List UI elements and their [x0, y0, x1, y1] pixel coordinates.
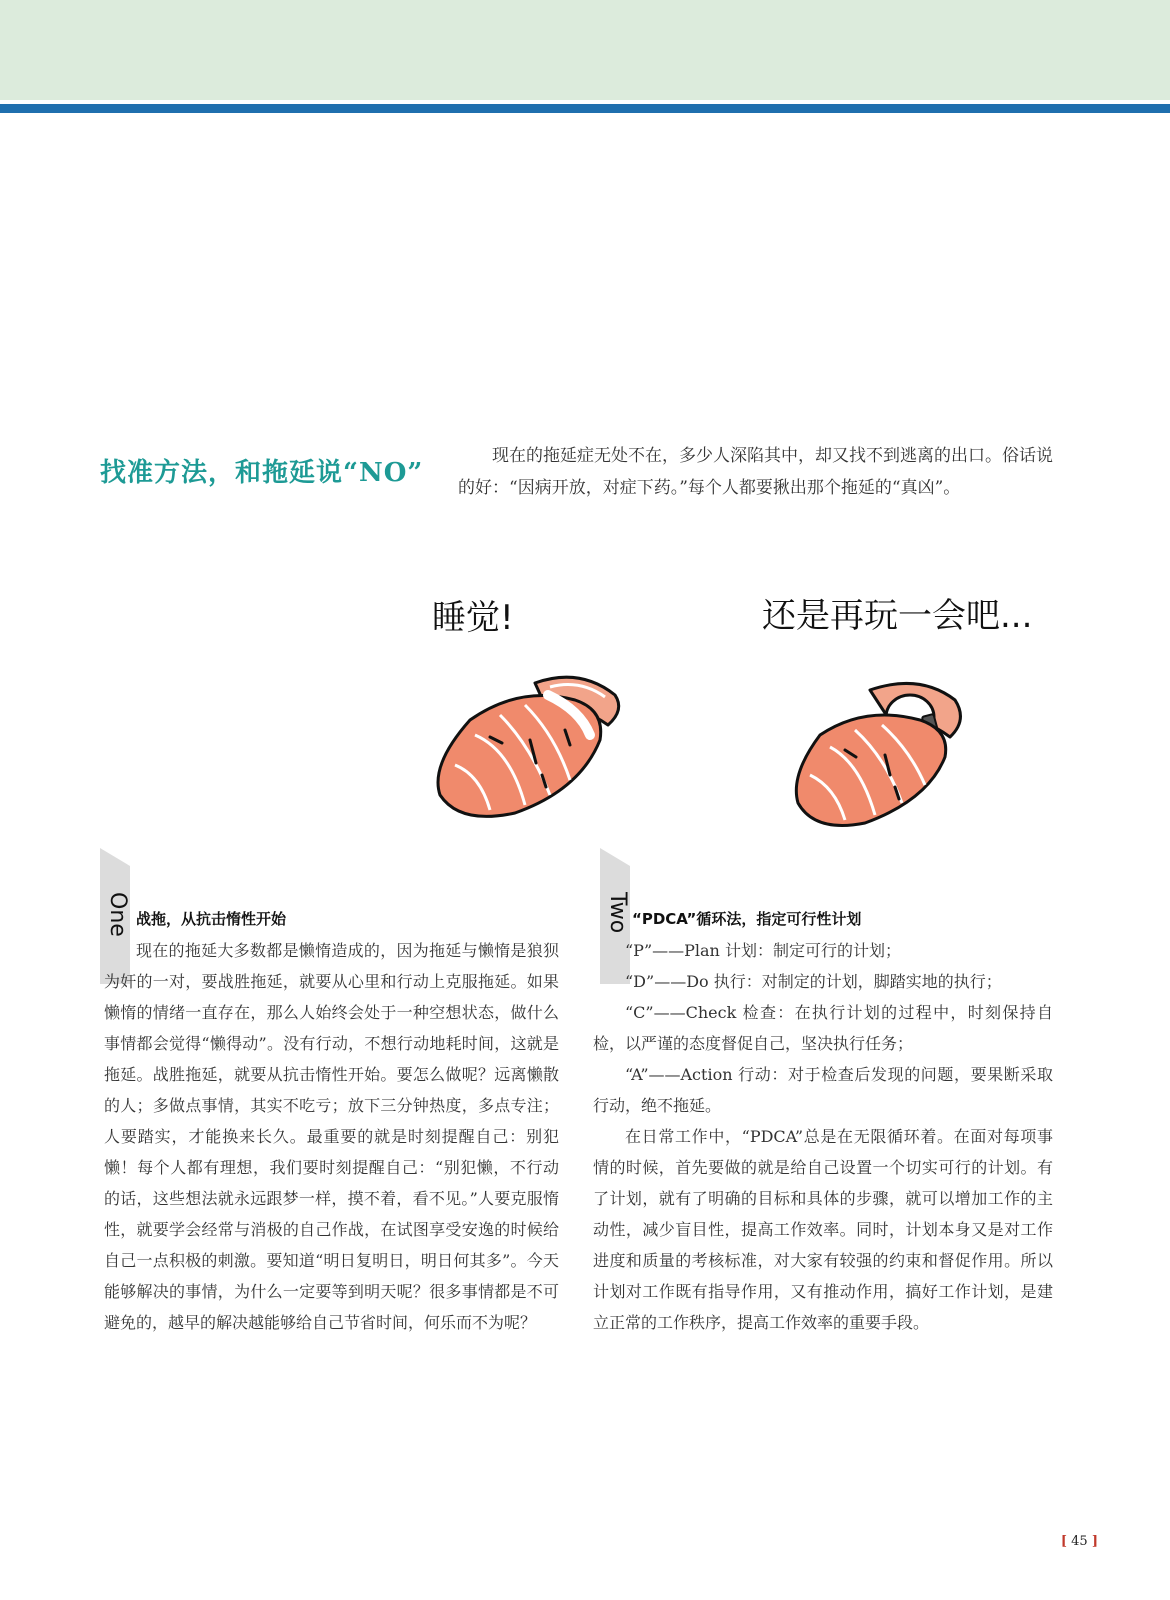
- phone-in-bed-illustration: [790, 675, 975, 835]
- two-closing-paragraph: 在日常工作中，“PDCA”总是在无限循环着。在面对每项事情的时候，首先要做的就是给自己设置一个切实可行的计划。有了计划，就有了明确的目标和具体的步骤，就可以增加工作的主动性，减少盲目性，提高工作效率。同时，计划本身又是对工作进度和质量的考核标准，对大家有较强的约束和督促作用。所以计划对工作既有指导作用，又有推动作用，搞好工作计划，是建立正常的工作秩序，提高工作效率的重要手段。: [593, 1127, 1053, 1332]
- page-number-value: 45: [1071, 1534, 1088, 1549]
- page-number: [1061, 1534, 1098, 1549]
- header-rule: [0, 104, 1170, 113]
- pdca-d-line: “D”——Do 执行：对制定的计划，脚踏实地的执行；: [625, 972, 1002, 991]
- intro-paragraph: 现在的拖延症无处不在，多少人深陷其中，却又找不到逃离的出口。俗话说的好：“因病开放，对症下药。”每个人都要揪出那个拖延的“真凶”。: [458, 446, 1053, 498]
- two-tab-label: Two: [605, 892, 630, 934]
- page-bracket-open: [: [1060, 1534, 1068, 1549]
- pdca-p-line: “P”——Plan 计划：制定可行的计划；: [625, 941, 901, 960]
- pdca-c-line: “C”——Check 检查：在执行计划的过程中，时刻保持自检，以严谨的态度督促自己，坚决执行任务；: [593, 1003, 1053, 1053]
- right-caption: 还是再玩一会吧...: [762, 596, 1033, 636]
- one-tab-label: One: [105, 892, 130, 937]
- two-heading: “PDCA”循环法，指定可行性计划: [632, 910, 862, 928]
- left-caption: 睡觉!: [432, 598, 514, 638]
- header-band: [0, 0, 1170, 100]
- one-body: 现在的拖延大多数都是懒惰造成的，因为拖延与懒惰是狼狈为奸的一对，要战胜拖延，就要从心里和行动上克服拖延。如果懒惰的情绪一直存在，那么人始终会处于一种空想状态，做什么事情都会觉得“懒得动”。没有行动，不想行动地耗时间，这就是拖延。战胜拖延，就要从抗击惰性开始。要怎么做呢？远离懒散的人；多做点事情，其实不吃亏；放下三分钟热度，多点专注；人要踏实，才能换来长久。最重要的就是时刻提醒自己：别犯懒！每个人都有理想，我们要时刻提醒自己：“别犯懒，不行动的话，这些想法就永远跟梦一样，摸不着，看不见。”人要克服惰性，就要学会经常与消极的自己作战，在试图享受安逸的时候给自己一点积极的刺激。要知道“明日复明日，明日何其多”。今天能够解决的事情，为什么一定要等到明天呢？很多事情都是不可避免的，越早的解决越能够给自己节省时间，何乐而不为呢？: [104, 941, 559, 1332]
- two-body: [593, 935, 1053, 1338]
- section-title: 找准方法，和拖延说“NO”: [100, 458, 424, 488]
- one-heading: 战拖，从抗击惰性开始: [136, 910, 287, 928]
- pdca-a-line: “A”——Action 行动：对于检查后发现的问题，要果断采取行动，绝不拖延。: [593, 1065, 1053, 1115]
- page-bracket-close: ]: [1091, 1534, 1098, 1549]
- sleeping-bed-illustration: [430, 665, 630, 825]
